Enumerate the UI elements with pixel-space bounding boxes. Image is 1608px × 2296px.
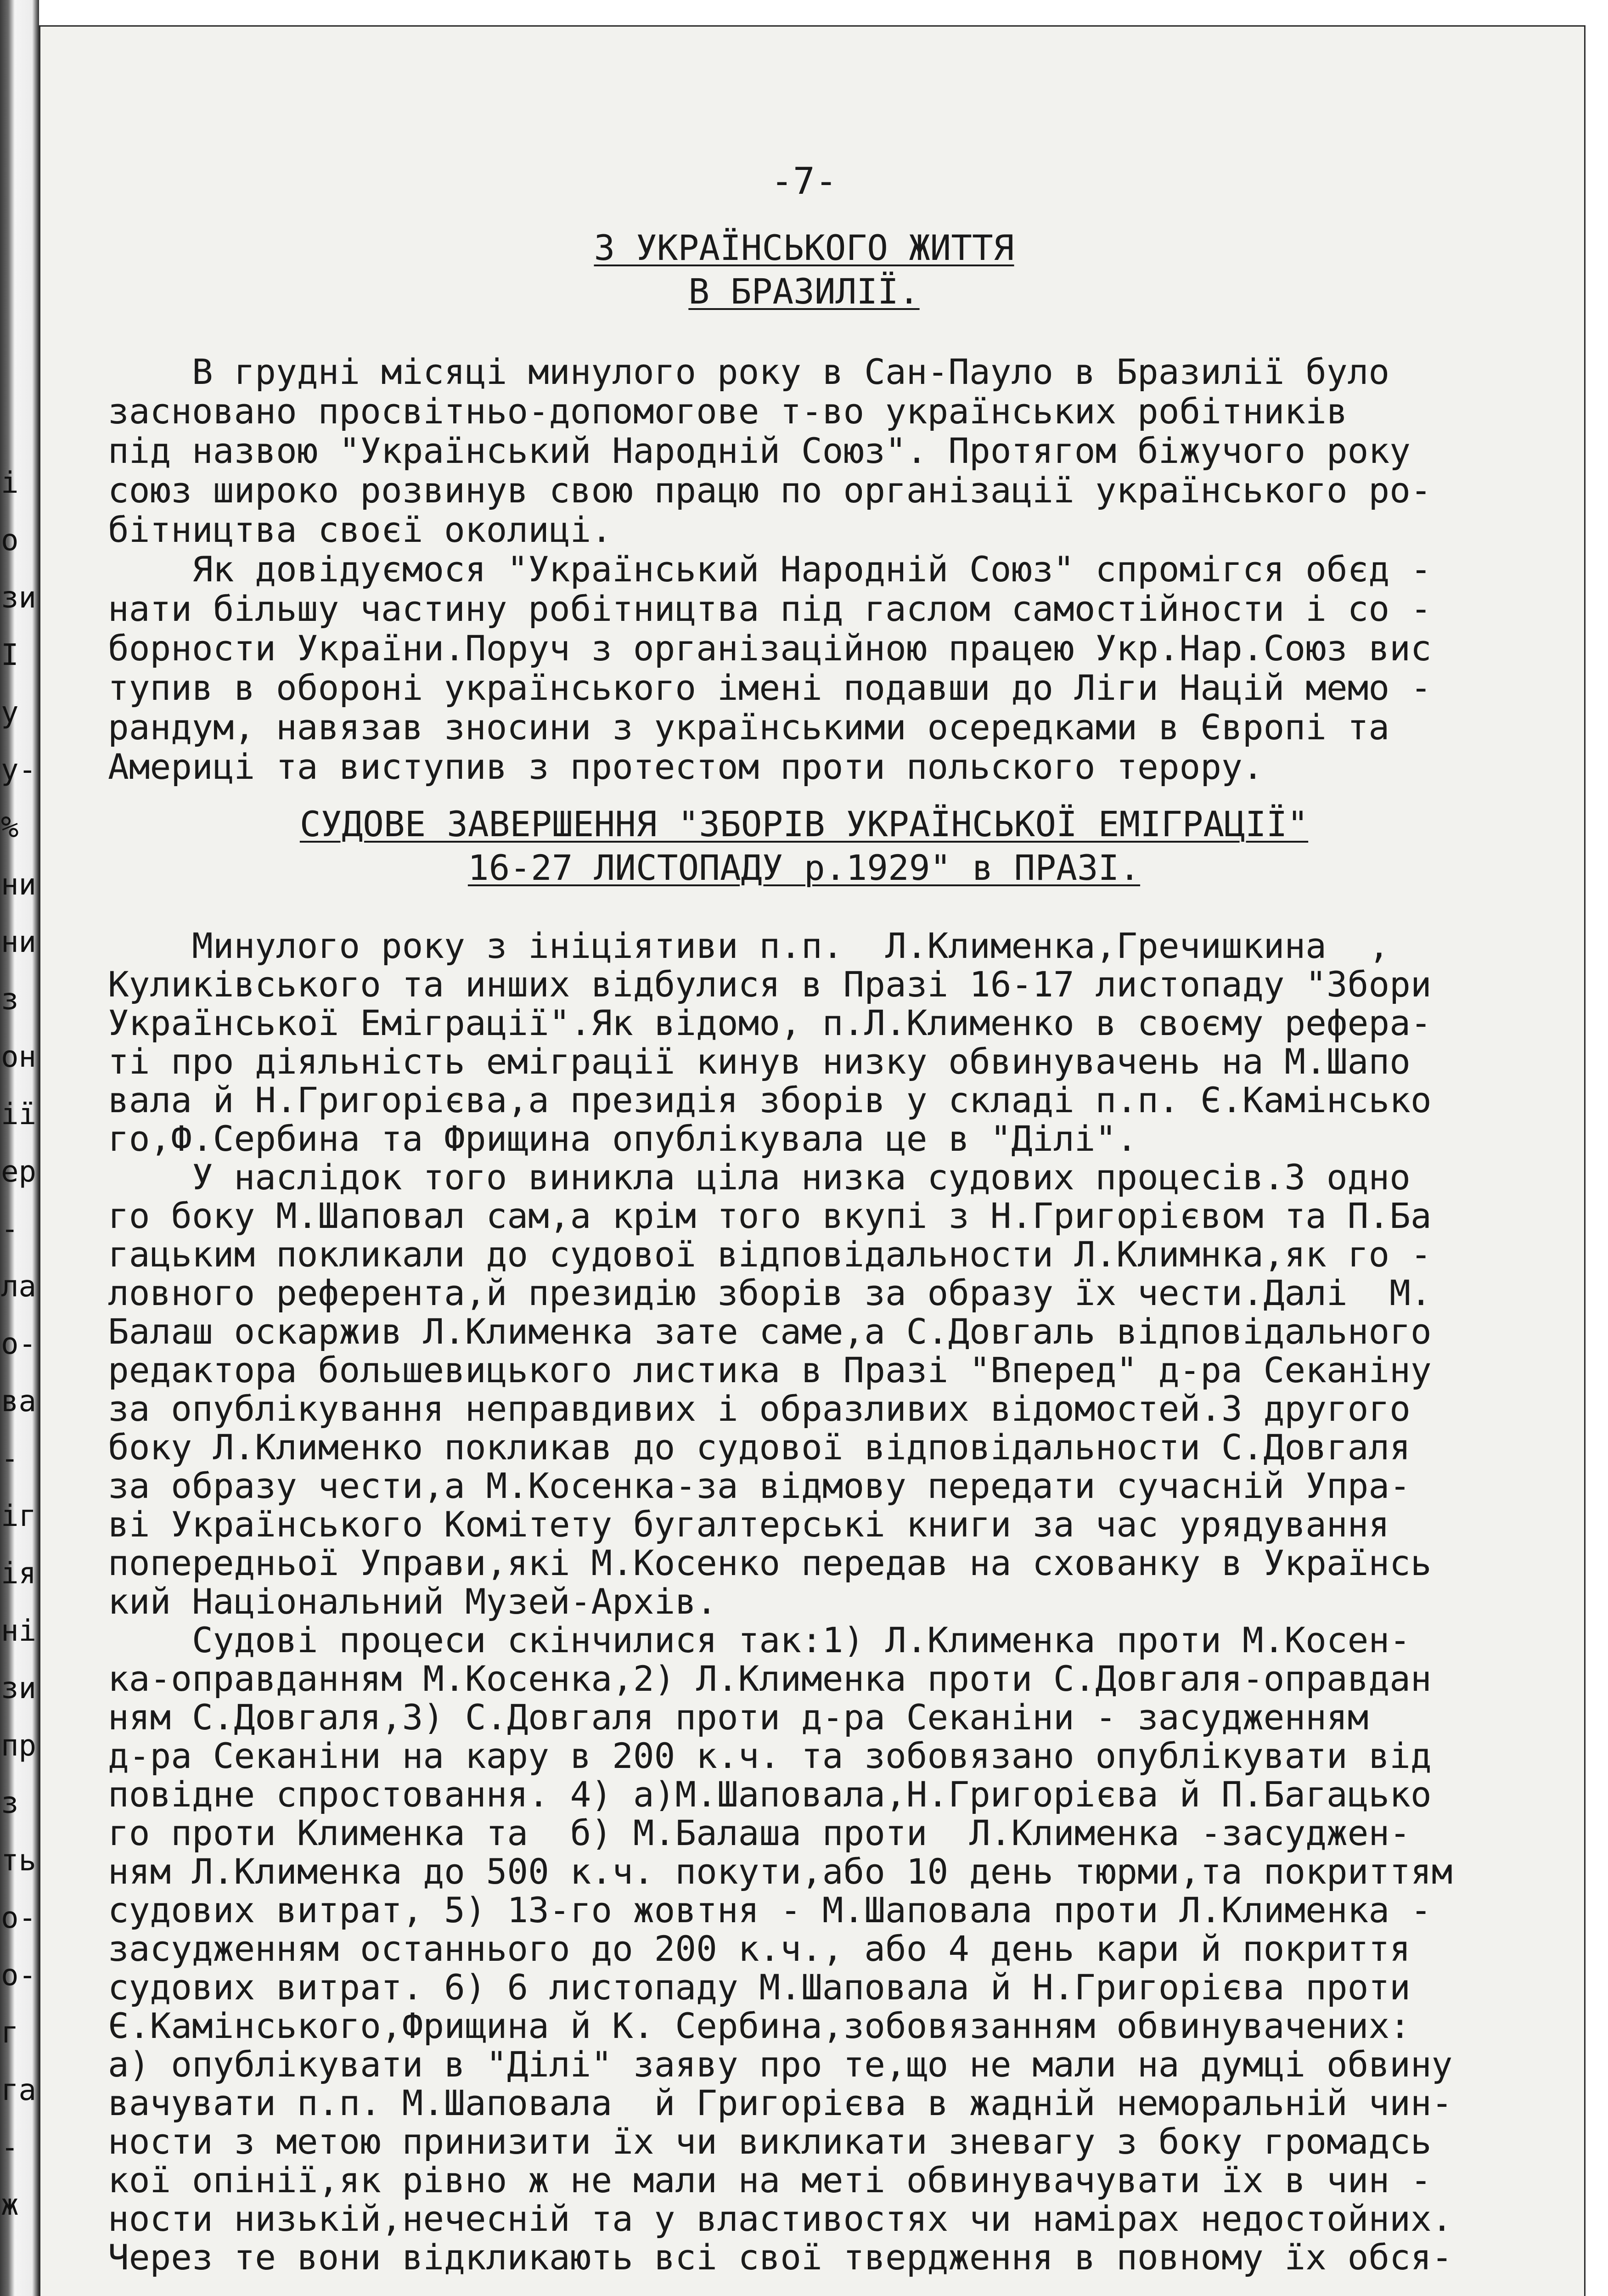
- section1-title-line1: З УКРАЇНСЬКОГО ЖИТТЯ: [594, 227, 1014, 268]
- margin-fragment: %: [1, 810, 19, 844]
- text-line: д-ра Секаніни на кару в 200 к.ч. та зобовязано опублікувати від: [108, 1735, 1432, 1776]
- margin-fragment: о-: [1, 1958, 37, 1992]
- text-line: Є.Камінського,Фрищина й К. Сербина,зобовязанням обвинувачених:: [108, 2005, 1411, 2046]
- text-line: попередньої Управи,які М.Косенко передав на схованку в Українсь: [108, 1542, 1432, 1583]
- text-line: рандум, навязав зносини з українськими осередками в Європі та: [108, 707, 1390, 748]
- margin-fragment: зи: [1, 1671, 37, 1705]
- margin-fragment: га: [1, 2073, 37, 2107]
- margin-fragment: -: [1, 2131, 19, 2165]
- margin-fragment: -: [1, 1442, 19, 1476]
- text-line: повідне спростовання. 4) а)М.Шаповала,Н.Григорієва й П.Багацько: [108, 1774, 1432, 1815]
- text-line: У наслідок того виникла ціла низка судових процесів.З одно: [108, 1157, 1411, 1198]
- text-line: го,Ф.Сербина та Фрищина опублікувала це в "Ділі".: [108, 1118, 1138, 1159]
- margin-fragment: іг: [1, 1499, 37, 1533]
- text-line: засудженням останнього до 200 к.ч., або 4 день кари й покриття: [108, 1928, 1411, 1969]
- margin-fragment: он: [1, 1040, 37, 1074]
- text-line: Судові процеси скінчилися так:1) Л.Клименка проти М.Косен-: [108, 1620, 1411, 1660]
- text-line: союз широко розвинув свою працю по організації українського ро-: [108, 470, 1432, 511]
- text-line: ві Українського Комітету бугалтерські книги за час урядування: [108, 1504, 1390, 1545]
- text-line: Куликівського та инших відбулися в Празі 16-17 листопаду "Збори: [108, 964, 1432, 1005]
- text-line: Української Еміграції".Як відомо, п.Л.Клименко в своєму рефера-: [108, 1002, 1432, 1043]
- text-line: ловного референта,й президію зборів за образу їх чести.Далі М.: [108, 1272, 1432, 1313]
- text-line: кої опінії,як рівно ж не мали на меті обвинувачувати їх в чин -: [108, 2160, 1432, 2200]
- text-line: судових витрат, 5) 13-го жовтня - М.Шаповала проти Л.Клименка -: [108, 1890, 1432, 1930]
- margin-fragment: ер: [1, 1155, 37, 1189]
- text-line: ням Л.Клименка до 500 к.ч. покути,або 10 день тюрми,та покриттям: [108, 1851, 1453, 1892]
- margin-fragment: з: [1, 1786, 19, 1820]
- margin-fragment: ні: [1, 1614, 37, 1648]
- margin-fragment: о-: [1, 1327, 37, 1361]
- text-line: ности низькій,нечесній та у властивостях чи намірах недостойних.: [108, 2198, 1453, 2239]
- section1-title-line2: В БРАЗИЛІЇ.: [688, 271, 920, 312]
- text-line: Через те вони відкликають всі свої твердження в повному їх обся-: [108, 2237, 1453, 2278]
- text-line: Америці та виступив з протестом проти польского терору.: [108, 746, 1264, 787]
- margin-fragment: о-: [1, 1901, 37, 1935]
- margin-fragment: о: [1, 523, 19, 557]
- margin-fragment: у: [1, 696, 19, 730]
- text-line: Минулого року з ініціятиви п.п. Л.Клименка,Гречишкина ,: [108, 925, 1390, 966]
- margin-fragment: ла: [1, 1270, 37, 1304]
- text-line: ка-оправданням М.Косенка,2) Л.Клименка проти С.Довгаля-оправдан: [108, 1658, 1432, 1699]
- text-line: нати більшу частину робітництва під гаслом самостійности і со -: [108, 588, 1432, 629]
- margin-fragment: ія: [1, 1557, 37, 1591]
- margin-fragment: -: [1, 1212, 19, 1246]
- text-line: гацьким покликали до судової відповідальности Л.Климнка,як го -: [108, 1234, 1432, 1275]
- text-line: го проти Клименка та б) М.Балаша проти Л.Клименка -засуджен-: [108, 1812, 1411, 1853]
- text-line: судових витрат. 6) 6 листопаду М.Шаповала й Н.Григорієва проти: [108, 1967, 1411, 2008]
- text-line: під назвою "Український Народній Союз". Протягом біжучого року: [108, 430, 1411, 471]
- margin-fragment: ни: [1, 925, 37, 959]
- text-line: ті про діяльність еміграції кинув низку обвинувачень на М.Шапо: [108, 1041, 1411, 1082]
- margin-fragment: ва: [1, 1384, 37, 1418]
- margin-fragment: ть: [1, 1844, 37, 1878]
- text-line: борности України.Поруч з організаційною працею Укр.Нар.Союз вис: [108, 628, 1432, 669]
- text-line: а) опублікувати в "Ділі" заяву про те,що не мали на думці обвину: [108, 2044, 1453, 2085]
- margin-fragment: зи: [1, 581, 37, 615]
- margin-fragment: г: [1, 2016, 19, 2050]
- text-line: за опублікування неправдивих і образливих відомостей.З другого: [108, 1388, 1411, 1429]
- text-line: редактора большевицького листика в Празі "Вперед" д-ра Секаніну: [108, 1350, 1432, 1390]
- margin-fragment: ни: [1, 868, 37, 902]
- text-line: боку Л.Клименко покликав до судової відповідальности С.Довгаля: [108, 1427, 1411, 1468]
- margin-fragment: пр: [1, 1729, 37, 1763]
- section2-title-line2: 16-27 ЛИСТОПАДУ р.1929" в ПРАЗІ.: [467, 847, 1141, 888]
- text-line: кий Національний Музей-Архів.: [108, 1581, 717, 1622]
- text-line: Балаш оскаржив Л.Клименка зате саме,а С.Довгаль відповідального: [108, 1311, 1432, 1352]
- page-number: -7-: [770, 160, 838, 203]
- margin-fragment: І: [1, 638, 19, 672]
- text-line: ности з метою принизити їх чи викликати зневагу з боку громадсь: [108, 2121, 1432, 2162]
- text-line: за образу чести,а М.Косенка-за відмову передати сучасній Упра-: [108, 1465, 1411, 1506]
- text-line: тупив в обороні українського імені подавши до Ліги Націй мемо -: [108, 667, 1432, 708]
- text-line: вачувати п.п. М.Шаповала й Григорієва в жадній неморальній чин-: [108, 2082, 1453, 2123]
- margin-fragment: і: [1, 466, 19, 500]
- margin-fragment: ії: [1, 1097, 37, 1131]
- margin-fragment: у-: [1, 753, 37, 787]
- margin-fragment: ж: [1, 2188, 19, 2222]
- text-line: бітництва своєї околиці.: [108, 509, 613, 550]
- text-line: В грудні місяці минулого року в Сан-Пауло в Бразилії було: [108, 351, 1390, 392]
- text-line: ням С.Довгаля,3) С.Довгаля проти д-ра Секаніни - засудженням: [108, 1697, 1369, 1738]
- text-line: засновано просвітньо-допомогове т-во українських робітників: [108, 391, 1348, 432]
- text-line: Як довідуємося "Український Народній Союз" спромігся обєд -: [108, 549, 1432, 590]
- text-line: вала й Н.Григорієва,а президія зборів у складі п.п. Є.Камінсько: [108, 1080, 1432, 1120]
- section2-title-line1: СУДОВЕ ЗАВЕРШЕННЯ "ЗБОРІВ УКРАЇНСЬКОЇ ЕМІГРАЦІЇ": [299, 804, 1309, 844]
- margin-fragment: з: [1, 983, 19, 1017]
- text-line: го боку М.Шаповал сам,а крім того вкупі з Н.Григорієвом та П.Ба: [108, 1195, 1432, 1236]
